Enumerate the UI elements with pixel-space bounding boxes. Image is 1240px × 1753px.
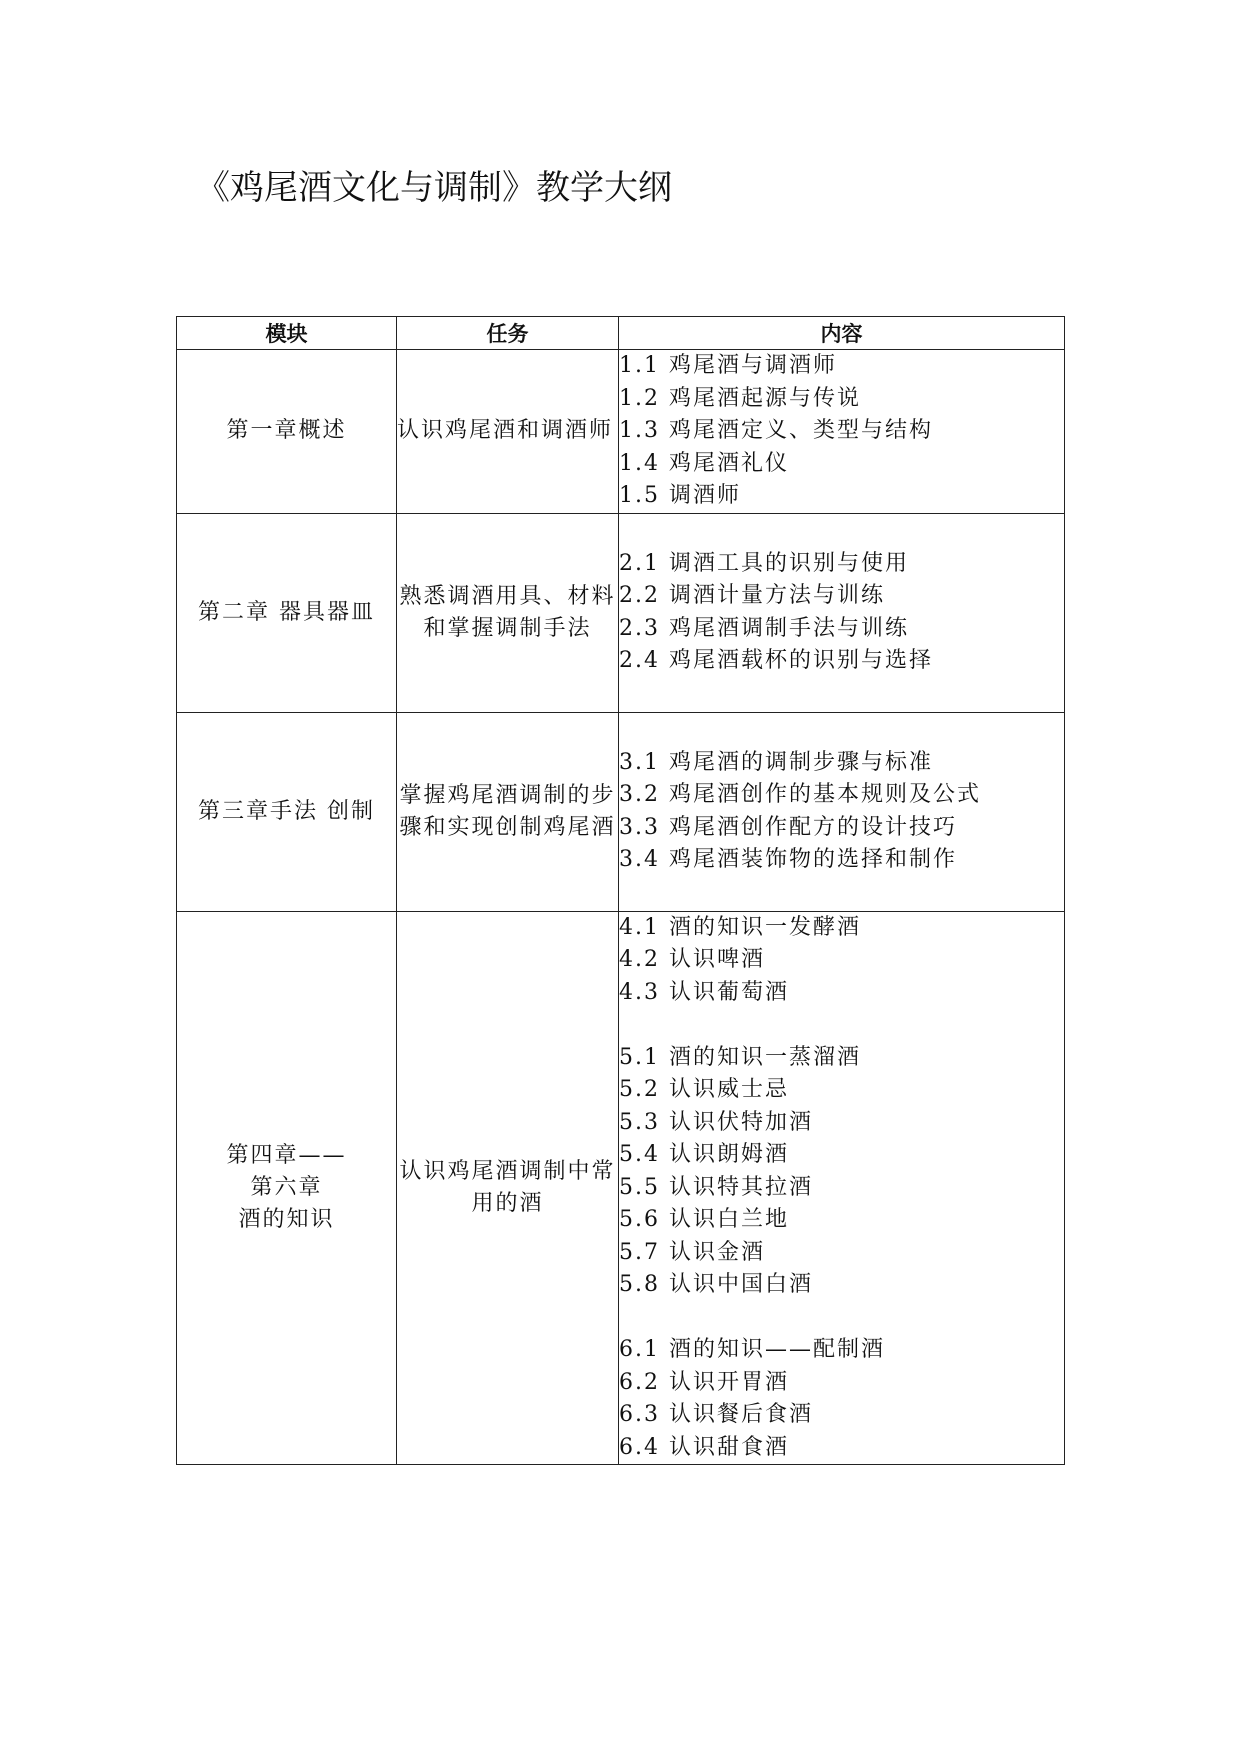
module-cell [177, 712, 397, 911]
task-cell: 掌握鸡尾酒调制的步骤和实现创制鸡尾酒 [397, 712, 619, 911]
content-item: 5.5 认识特其拉酒 [619, 1174, 813, 1200]
content-item: 1.3 鸡尾酒定义、类型与结构 [619, 418, 933, 443]
content-item: 3.1 鸡尾酒的调制步骤与标准 [619, 749, 933, 775]
content-item: 5.2 认识威士忌 [619, 1077, 789, 1102]
content-item: 3.3 鸡尾酒创作配方的设计技巧 [619, 814, 957, 840]
syllabus-table [176, 316, 1065, 1465]
header-task: 任务 [397, 317, 619, 350]
module-label: 第三章手法 创制 [198, 798, 375, 824]
content-item: 5.1 酒的知识一蒸溜酒 [619, 1044, 861, 1070]
module-label: 第一章概述 [226, 418, 347, 444]
content-item: 1.2 鸡尾酒起源与传说 [619, 385, 861, 411]
content-item: 2.3 鸡尾酒调制手法与训练 [619, 615, 909, 641]
task-cell: 认识鸡尾酒调制中常用的酒 [397, 911, 619, 1465]
content-item: 3.4 鸡尾酒装饰物的选择和制作 [619, 847, 957, 872]
content-spacer [619, 1009, 1064, 1042]
content-cell [619, 350, 1065, 514]
table-header-row [177, 317, 1065, 350]
content-item: 4.2 认识啤酒 [619, 947, 765, 972]
content-spacer [619, 1302, 1064, 1335]
module-label: 酒的知识 [238, 1206, 335, 1232]
module-label: 第六章 [250, 1174, 323, 1200]
module-cell [177, 350, 397, 514]
content-cell [619, 712, 1065, 911]
task-cell: 认识鸡尾酒和调酒师 [397, 350, 619, 514]
module-cell [177, 911, 397, 1465]
content-item: 6.3 认识餐后食酒 [619, 1402, 813, 1427]
content-item: 5.4 认识朗姆酒 [619, 1142, 789, 1167]
content-item: 5.8 认识中国白酒 [619, 1272, 813, 1297]
content-cell [619, 513, 1065, 712]
content-item: 6.2 认识开胃酒 [619, 1369, 789, 1395]
content-item: 2.1 调酒工具的识别与使用 [619, 550, 909, 576]
content-item: 5.7 认识金酒 [619, 1239, 765, 1265]
content-item: 6.4 认识甜食酒 [619, 1434, 789, 1460]
module-label: 第四章—— [226, 1142, 347, 1168]
content-item: 6.1 酒的知识——配制酒 [619, 1337, 885, 1362]
header-module: 模块 [177, 317, 397, 350]
module-label: 第二章 器具器皿 [198, 599, 375, 625]
content-item: 2.4 鸡尾酒载杯的识别与选择 [619, 648, 933, 673]
content-item: 3.2 鸡尾酒创作的基本规则及公式 [619, 782, 981, 807]
content-item: 4.1 酒的知识一发酵酒 [619, 914, 861, 940]
table-row [177, 513, 1065, 712]
module-cell [177, 513, 397, 712]
content-item: 4.3 认识葡萄酒 [619, 979, 789, 1005]
content-cell [619, 911, 1065, 1465]
header-content: 内容 [619, 317, 1065, 350]
task-cell: 熟悉调酒用具、材料和掌握调制手法 [397, 513, 619, 712]
content-item: 5.6 认识白兰地 [619, 1207, 789, 1232]
table-row [177, 712, 1065, 911]
content-item: 2.2 调酒计量方法与训练 [619, 583, 885, 608]
content-item: 5.3 认识伏特加酒 [619, 1109, 813, 1135]
table-row [177, 350, 1065, 514]
table-row [177, 911, 1065, 1465]
page-title: 《鸡尾酒文化与调制》教学大纲 [196, 168, 672, 208]
content-item: 1.4 鸡尾酒礼仪 [619, 450, 789, 476]
content-item: 1.5 调酒师 [619, 483, 741, 508]
content-item: 1.1 鸡尾酒与调酒师 [619, 353, 837, 378]
